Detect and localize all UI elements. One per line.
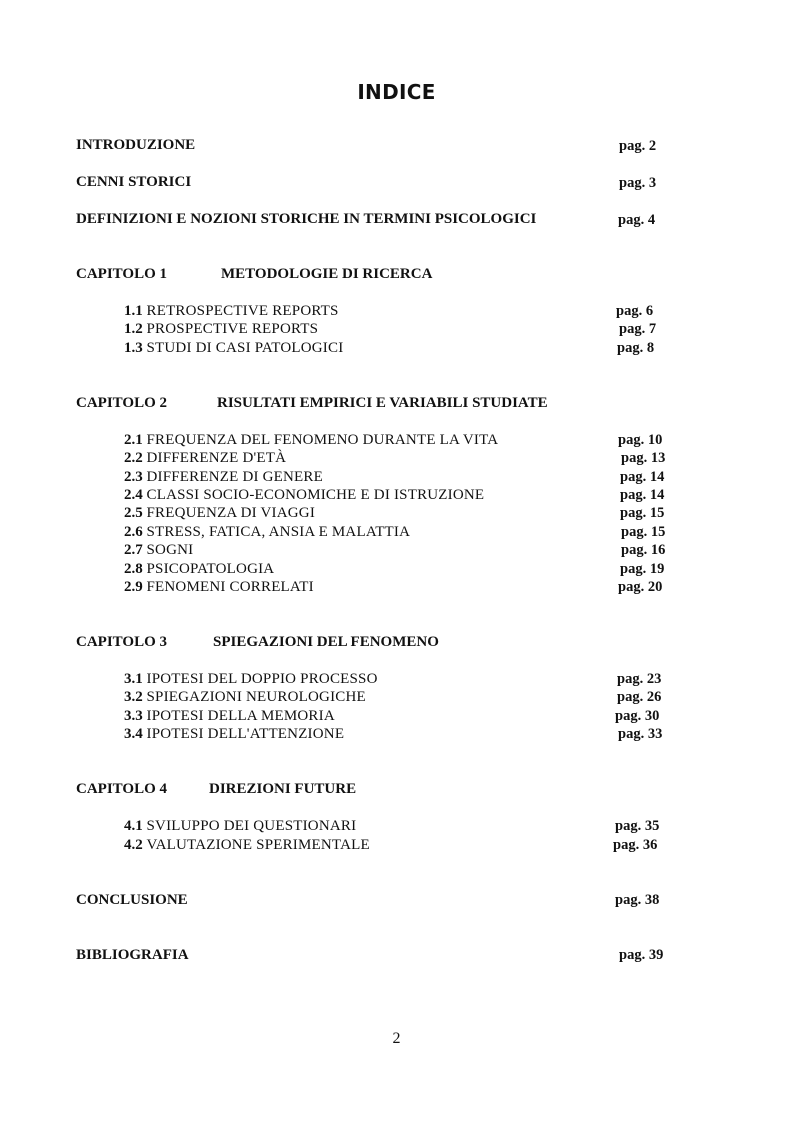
section-3-2-page: pag. 26: [617, 689, 662, 705]
section-label: SVILUPPO DEI QUESTIONARI: [146, 818, 357, 834]
section-1-1: [124, 302, 339, 320]
section-2-9-page: pag. 20: [618, 579, 663, 595]
toc-entry-bibliografia: BIBLIOGRAFIA: [76, 947, 189, 963]
section-label: SPIEGAZIONI NEUROLOGICHE: [146, 689, 366, 705]
chapter-4-label: CAPITOLO 4: [76, 781, 167, 797]
section-2-7-page: pag. 16: [621, 542, 666, 558]
section-label: STUDI DI CASI PATOLOGICI: [146, 340, 344, 356]
page-title: INDICE: [357, 80, 436, 104]
section-3-1-page: pag. 23: [617, 671, 662, 687]
section-number: 2.7: [124, 542, 143, 558]
section-2-4: [124, 486, 484, 504]
section-label: PSICOPATOLOGIA: [146, 561, 275, 577]
section-3-1: [124, 670, 378, 688]
section-label: STRESS, FATICA, ANSIA E MALATTIA: [146, 524, 411, 540]
section-2-5-page: pag. 15: [620, 505, 665, 521]
section-label: SOGNI: [146, 542, 194, 558]
section-number: 3.2: [124, 689, 143, 705]
section-3-4: [124, 725, 344, 743]
section-1-2-page: pag. 7: [619, 321, 657, 337]
page-number: 2: [392, 1030, 401, 1047]
section-number: 2.1: [124, 432, 143, 448]
toc-entry-definizioni: DEFINIZIONI E NOZIONI STORICHE IN TERMINI PSICOLOGICI: [76, 211, 537, 227]
section-label: CLASSI SOCIO-ECONOMICHE E DI ISTRUZIONE: [146, 487, 485, 503]
section-label: FREQUENZA DEL FENOMENO DURANTE LA VITA: [146, 432, 499, 448]
section-2-6-page: pag. 15: [621, 524, 666, 540]
section-1-3-page: pag. 8: [617, 340, 655, 356]
section-label: IPOTESI DEL DOPPIO PROCESSO: [146, 671, 378, 687]
section-number: 4.2: [124, 837, 143, 853]
section-2-6: [124, 523, 410, 541]
section-number: 2.6: [124, 524, 143, 540]
section-2-7: [124, 541, 193, 559]
section-3-3-page: pag. 30: [615, 708, 660, 724]
toc-page-cenni-storici: pag. 3: [619, 175, 657, 191]
chapter-3-title: SPIEGAZIONI DEL FENOMENO: [213, 634, 439, 650]
toc-entry-cenni-storici: CENNI STORICI: [76, 174, 192, 190]
section-1-3: [124, 339, 343, 357]
section-2-1-page: pag. 10: [618, 432, 663, 448]
section-2-2-page: pag. 13: [621, 450, 666, 466]
chapter-2-title: RISULTATI EMPIRICI E VARIABILI STUDIATE: [217, 395, 548, 411]
section-label: DIFFERENZE DI GENERE: [146, 469, 323, 485]
section-number: 3.4: [124, 726, 143, 742]
section-2-3-page: pag. 14: [620, 469, 665, 485]
chapter-3-label: CAPITOLO 3: [76, 634, 167, 650]
section-2-3: [124, 468, 323, 486]
section-number: 3.3: [124, 708, 143, 724]
section-2-5: [124, 504, 315, 522]
section-label: DIFFERENZE D'ETÀ: [146, 450, 287, 466]
chapter-4-title: DIREZIONI FUTURE: [209, 781, 357, 797]
section-number: 2.8: [124, 561, 143, 577]
section-label: VALUTAZIONE SPERIMENTALE: [146, 837, 370, 853]
section-4-2: [124, 836, 370, 854]
section-2-2: [124, 449, 286, 467]
toc-page-definizioni: pag. 4: [618, 212, 656, 228]
section-3-3: [124, 707, 335, 725]
toc-entry-introduzione: INTRODUZIONE: [76, 137, 196, 153]
chapter-2-label: CAPITOLO 2: [76, 395, 167, 411]
section-number: 2.5: [124, 505, 143, 521]
section-4-2-page: pag. 36: [613, 837, 658, 853]
section-2-8: [124, 560, 274, 578]
toc-page-introduzione: pag. 2: [619, 138, 657, 154]
section-number: 1.2: [124, 321, 143, 337]
toc-page-bibliografia: pag. 39: [619, 947, 664, 963]
section-label: IPOTESI DELL'ATTENZIONE: [146, 726, 345, 742]
section-number: 2.2: [124, 450, 143, 466]
toc-page-conclusione: pag. 38: [615, 892, 660, 908]
section-1-2: [124, 320, 318, 338]
section-number: 4.1: [124, 818, 143, 834]
section-number: 3.1: [124, 671, 143, 687]
section-4-1-page: pag. 35: [615, 818, 660, 834]
section-number: 1.1: [124, 303, 143, 319]
section-1-1-page: pag. 6: [616, 303, 654, 319]
section-number: 1.3: [124, 340, 143, 356]
section-4-1: [124, 817, 356, 835]
section-label: FREQUENZA DI VIAGGI: [146, 505, 316, 521]
chapter-1-label: CAPITOLO 1: [76, 266, 167, 282]
section-label: IPOTESI DELLA MEMORIA: [146, 708, 335, 724]
chapter-1-title: METODOLOGIE DI RICERCA: [221, 266, 433, 282]
section-label: RETROSPECTIVE REPORTS: [146, 303, 339, 319]
section-2-1: [124, 431, 498, 449]
section-number: 2.9: [124, 579, 143, 595]
section-3-4-page: pag. 33: [618, 726, 663, 742]
section-label: PROSPECTIVE REPORTS: [146, 321, 319, 337]
toc-entry-conclusione: CONCLUSIONE: [76, 892, 188, 908]
section-label: FENOMENI CORRELATI: [146, 579, 314, 595]
section-3-2: [124, 688, 366, 706]
section-2-4-page: pag. 14: [620, 487, 665, 503]
section-number: 2.3: [124, 469, 143, 485]
section-number: 2.4: [124, 487, 143, 503]
section-2-8-page: pag. 19: [620, 561, 665, 577]
section-2-9: [124, 578, 314, 596]
